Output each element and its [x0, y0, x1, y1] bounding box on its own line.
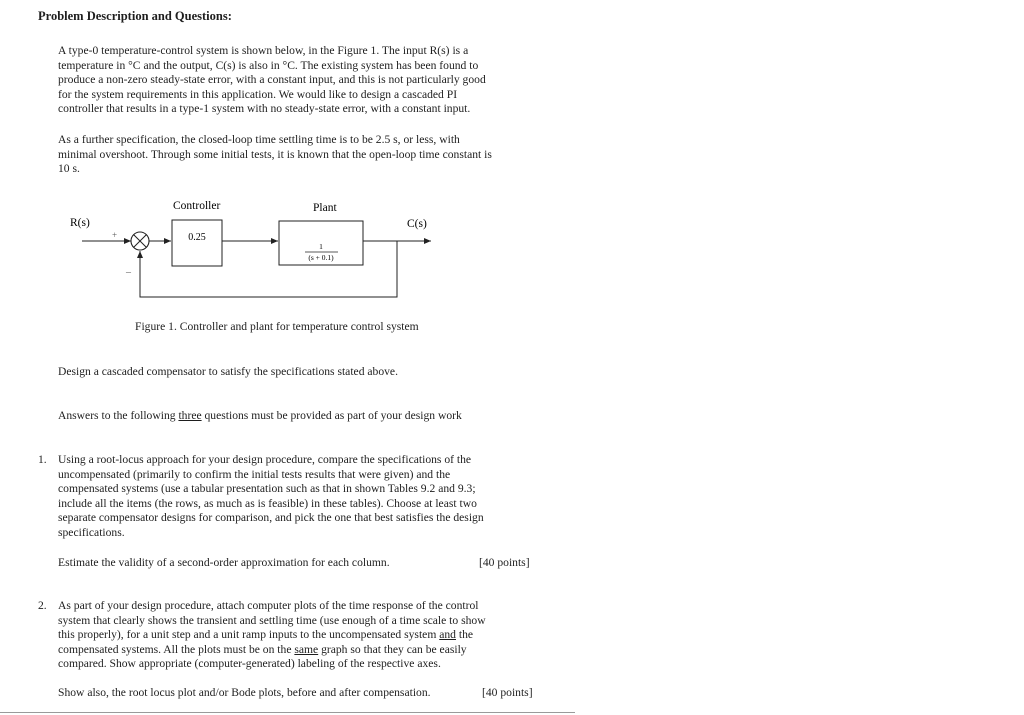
question-2-line: As part of your design procedure, attach computer plots of the time response of the control: [58, 599, 479, 612]
question-2-line: [58, 643, 486, 658]
spec-line: As a further specification, the closed-loop time settling time is to be 2.5 s, or less, with: [58, 133, 460, 146]
question-2-text: [58, 599, 486, 672]
block-diagram: [60, 192, 480, 307]
question-2-underlined-and: and: [439, 628, 456, 642]
question-2-line: compared. Show appropriate (computer-generated) labeling of the respective axes.: [58, 657, 441, 671]
intro-line: temperature in °C and the output, C(s) is also in °C. The existing system has been found to: [58, 58, 479, 72]
question-2-line-3-end: the: [455, 628, 474, 642]
section-heading: Problem Description and Questions:: [38, 9, 232, 23]
controller-title: Controller: [173, 200, 221, 212]
minus-sign: –: [126, 267, 131, 278]
spec-line: minimal overshoot. Through some initial tests, it is known that the open-loop time constant is: [58, 147, 492, 161]
question-1-line: Using a root-locus approach for your design procedure, compare the specifications of the: [58, 453, 472, 466]
plant-denominator: (s + 0.1): [308, 253, 334, 262]
question-1-number: 1.: [38, 453, 47, 466]
design-task: Design a cascaded compensator to satisfy the specifications stated above.: [58, 365, 398, 378]
question-1-line: specifications.: [58, 525, 125, 539]
question-1-followup: Estimate the validity of a second-order approximation for each column.: [58, 556, 390, 569]
question-2-line: system that clearly shows the transient and settling time (use enough of a time scale to show: [58, 613, 486, 627]
intro-line: produce a non-zero steady-state error, with a constant input, and this is not particularly good: [58, 73, 486, 87]
answers-intro-underlined: three: [178, 409, 202, 422]
question-1-line: compensated systems (use a tabular presentation such as that in shown Tables 9.2 and 9.3;: [58, 482, 476, 496]
answers-intro-before: Answers to the following: [58, 409, 179, 422]
answers-intro: [58, 409, 462, 422]
controller-block: [172, 220, 222, 266]
output-label: C(s): [407, 218, 427, 230]
intro-paragraph: [58, 44, 486, 117]
question-1-line: uncompensated (primarily to confirm the initial tests results that were given) and the: [58, 467, 451, 481]
question-2-underlined-same: same: [294, 642, 319, 656]
summing-junction: [131, 232, 149, 250]
question-2-number: 2.: [38, 599, 47, 612]
intro-line: for the system requirements in this application. We would like to design a cascaded PI: [58, 87, 458, 101]
spec-line: 10 s.: [58, 162, 80, 176]
figure-caption: Figure 1. Controller and plant for temperature control system: [135, 320, 419, 333]
question-2-line-4-start: compensated systems. All the plots must be on the: [58, 642, 295, 656]
plus-sign: +: [112, 230, 118, 240]
question-2-points: [40 points]: [482, 686, 533, 699]
question-2-line: [58, 628, 486, 643]
bottom-divider: [0, 712, 575, 713]
question-1-text: [58, 453, 484, 541]
question-1-line: separate compensator designs for comparison, and pick the one that best satisfies the design: [58, 511, 484, 525]
controller-gain: 0.25: [188, 232, 206, 243]
plant-title: Plant: [313, 202, 337, 214]
question-2-line-3-start: this properly), for a unit step and a unit ramp inputs to the uncompensated system: [58, 628, 440, 642]
plant-numerator: 1: [319, 242, 323, 251]
spec-paragraph: [58, 133, 492, 177]
answers-intro-after: questions must be provided as part of your design work: [201, 409, 462, 422]
question-1-line: include all the items (the rows, as much as is feasible) in these tables). Choose at least two: [58, 496, 477, 510]
intro-line: controller that results in a type-1 system with no steady-state error, with a constant input.: [58, 102, 471, 116]
question-2-followup: Show also, the root locus plot and/or Bode plots, before and after compensation.: [58, 686, 431, 699]
question-2-line-4-end: graph so that they can be easily: [318, 642, 467, 656]
question-1-points: [40 points]: [479, 556, 530, 569]
input-label: R(s): [70, 217, 90, 229]
intro-line: A type-0 temperature-control system is shown below, in the Figure 1. The input R(s) is a: [58, 44, 469, 57]
